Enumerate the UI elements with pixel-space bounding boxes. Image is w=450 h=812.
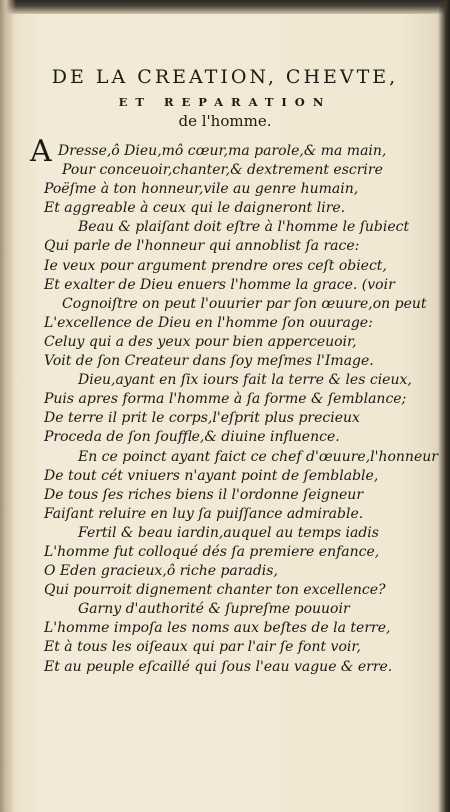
chapter-title: DE LA CREATION, CHEVTE,: [51, 66, 399, 88]
verse-line: Ie veux pour argument prendre ores ceſt obiect,: [44, 257, 387, 274]
verse-line: Pour conceuoir,chanter,& dextrement escrire: [62, 162, 383, 179]
verse-line: Proceda de ſon ſouffle,& diuine influence.: [44, 429, 340, 446]
verse-line: Beau & plaiſant doit eſtre à l'homme le ſubiect: [78, 219, 410, 236]
verse-line: Qui parle de l'honneur qui annoblist ſa race:: [44, 238, 360, 255]
verse-line: Qui pourroit dignement chanter ton excellence?: [44, 582, 386, 599]
verse-line: De tous ſes riches biens il l'ordonne ſeigneur: [44, 486, 364, 503]
verse-line: Faiſant reluire en luy ſa puiſſance admirable.: [44, 505, 364, 522]
verse-line: De terre il prit le corps,l'eſprit plus precieux: [44, 410, 360, 427]
verse-line: Dresse,ô Dieu,mô cœur,ma parole,& ma main,: [58, 143, 387, 159]
verse-line: Fertil & beau iardin,auquel au temps iadis: [78, 524, 379, 541]
poem-verses: [44, 142, 438, 677]
verse-line: Celuy qui a des yeux pour bien apperceuoir,: [44, 333, 357, 350]
verse-line: Et au peuple eſcaillé qui ſous l'eau vague & erre.: [44, 658, 393, 675]
verse-line: Et à tous les oiſeaux qui par l'air ſe font voir,: [44, 639, 361, 656]
verse-line: L'excellence de Dieu en l'homme ſon ouurage:: [44, 314, 373, 331]
verse-line: Garny d'authorité & ſupreſme pouuoir: [78, 601, 350, 618]
verse-line: L'homme fut colloqué dés ſa premiere enfance,: [44, 543, 380, 560]
verse-line: Et aggreable à ceux qui le daigneront lire.: [44, 200, 346, 217]
verse-line: Et exalter de Dieu enuers l'homme la grace. (voir: [44, 276, 395, 293]
chapter-subtitle-line2: de l'homme.: [178, 112, 272, 130]
verse-line: De tout cét vniuers n'ayant point de ſemblable,: [44, 467, 379, 484]
verse-line: Poëſme à ton honneur,vile au genre humain,: [44, 181, 359, 198]
verse-line: Cognoiſtre on peut l'ouurier par ſon œuure,on peut: [62, 295, 427, 312]
chapter-subtitle: ET REPARATION: [118, 95, 332, 109]
page-top-edge: [0, 0, 450, 14]
verse-line: Voit de ſon Createur dans ſoy meſmes l'Image.: [44, 353, 374, 370]
verse-line: O Eden gracieux,ô riche paradis,: [44, 563, 278, 580]
drop-cap: A: [30, 134, 52, 169]
verse-line: L'homme impoſa les noms aux beſtes de la terre,: [44, 620, 391, 637]
verse-line: Puis apres forma l'homme à ſa forme & ſemblance;: [44, 391, 407, 408]
verse-line: Dieu,ayant en ſix iours fait la terre & les cieux,: [78, 372, 412, 389]
verse-line: En ce poinct ayant faict ce chef d'œuure,l'honneur: [78, 448, 438, 465]
